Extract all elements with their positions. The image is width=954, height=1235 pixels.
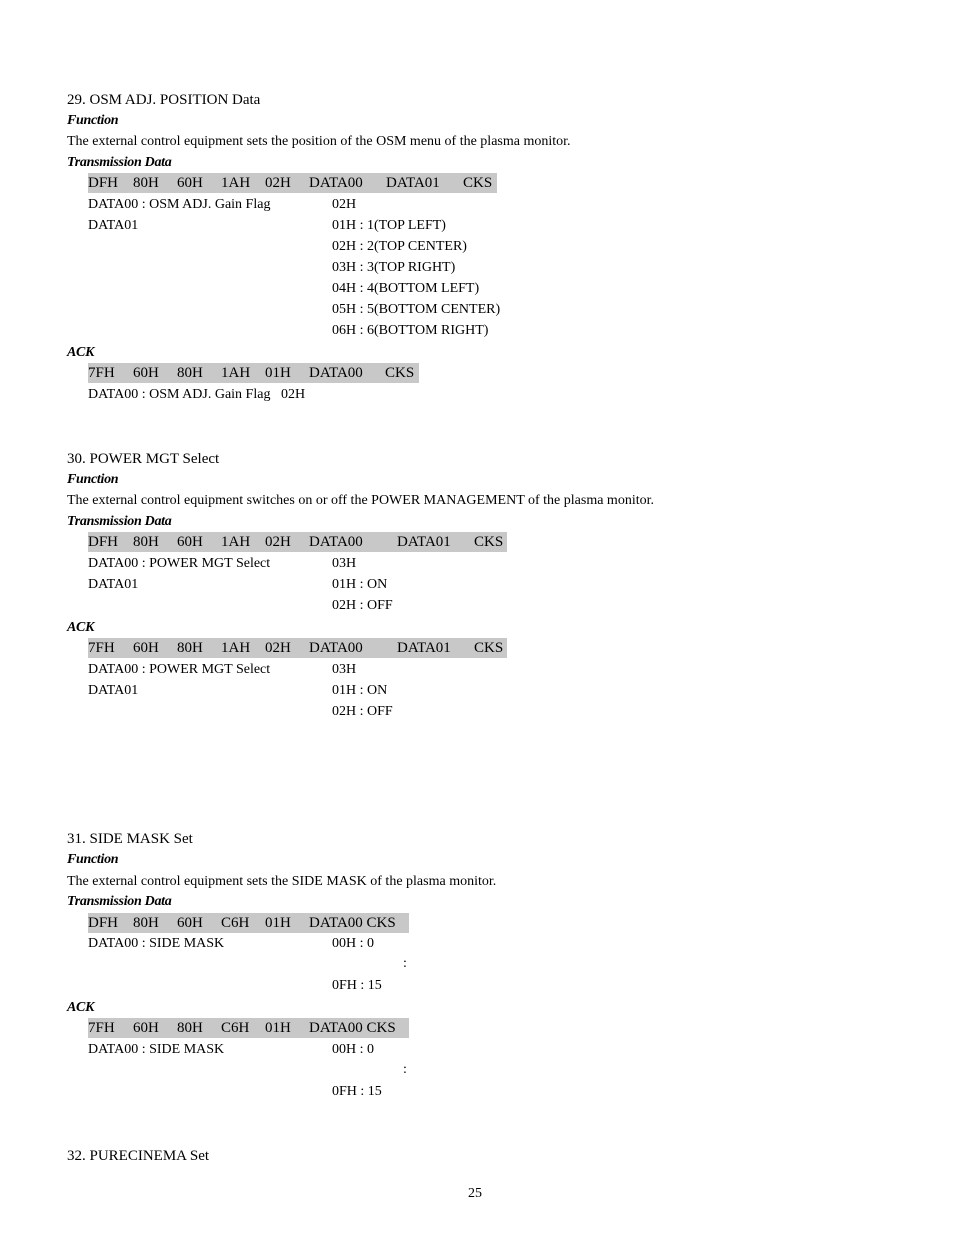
row-name: DATA00 : SIDE MASK: [88, 936, 225, 951]
section-29-transmission-label: Transmission Data: [67, 155, 172, 170]
field: C6H: [221, 1020, 250, 1036]
field: 7FH: [88, 640, 115, 656]
field: 60H: [133, 365, 159, 381]
row-value: 05H : 5(BOTTOM CENTER): [332, 302, 501, 317]
field: 1AH: [221, 534, 251, 550]
row-name: DATA00 : SIDE MASK: [88, 1042, 225, 1057]
section-30-function-text: The external control equipment switches on or off the POWER MANAGEMENT of the plasma monitor.: [67, 493, 654, 508]
row-name: DATA00 : POWER MGT Select: [88, 662, 271, 677]
field: DATA01: [397, 640, 451, 656]
row-value: :: [403, 956, 407, 971]
field: 01H: [265, 1020, 291, 1036]
field: 60H: [133, 1020, 159, 1036]
row-value: 0FH : 15: [332, 978, 382, 993]
row-value: 03H : 3(TOP RIGHT): [332, 260, 456, 275]
section-29-function-label: Function: [67, 113, 119, 128]
section-30-transmission-bar: [88, 532, 507, 552]
field: 60H: [177, 915, 203, 931]
row-value: 03H: [332, 662, 357, 677]
section-29-ack-label: ACK: [67, 345, 95, 360]
field: 1AH: [221, 175, 251, 191]
field: DATA00: [309, 365, 363, 381]
row-value: 00H : 0: [332, 936, 374, 951]
row-name: DATA00 : POWER MGT Select: [88, 556, 271, 571]
row-value: 02H : OFF: [332, 704, 393, 719]
field: 02H: [265, 534, 291, 550]
field: 7FH: [88, 1020, 115, 1036]
section-31-transmission-label: Transmission Data: [67, 894, 172, 909]
row-value: 02H : OFF: [332, 598, 393, 613]
section-31-function-label: Function: [67, 852, 119, 867]
field: 1AH: [221, 640, 251, 656]
section-30-ack-label: ACK: [67, 620, 95, 635]
field: 7FH: [88, 365, 115, 381]
field: 60H: [177, 534, 203, 550]
section-30-ack-bar: [88, 638, 507, 658]
page-number: 25: [468, 1186, 482, 1201]
section-30-title: 30. POWER MGT Select: [67, 451, 220, 467]
field: 60H: [177, 175, 203, 191]
row-value: 02H: [332, 197, 357, 212]
field: 02H: [265, 640, 291, 656]
section-31-ack-label: ACK: [67, 1000, 95, 1015]
row-value: 04H : 4(BOTTOM LEFT): [332, 281, 480, 296]
field: 80H: [133, 534, 159, 550]
row-value: 00H : 0: [332, 1042, 374, 1057]
field: 80H: [177, 1020, 203, 1036]
section-29-function-text: The external control equipment sets the position of the OSM menu of the plasma monitor.: [67, 134, 571, 149]
section-29-ack-bar: [88, 363, 419, 383]
ack-row: DATA00 : OSM ADJ. Gain Flag 02H: [88, 387, 306, 402]
field: 60H: [133, 640, 159, 656]
row-value: 06H : 6(BOTTOM RIGHT): [332, 323, 489, 338]
field: 01H: [265, 365, 291, 381]
row-value: 02H : 2(TOP CENTER): [332, 239, 467, 254]
field: CKS: [474, 640, 504, 656]
field: DATA01: [397, 534, 451, 550]
field: DATA00 CKS: [309, 915, 396, 931]
field: 01H: [265, 915, 291, 931]
field: DATA01: [386, 175, 440, 191]
field: DATA00: [309, 640, 363, 656]
field: 80H: [177, 365, 203, 381]
field: DFH: [88, 534, 119, 550]
row-name: DATA01: [88, 218, 139, 233]
section-29-transmission-bar: [88, 173, 497, 193]
field: DATA00: [309, 175, 363, 191]
section-31-transmission-bar: [88, 913, 409, 933]
row-value: 01H : 1(TOP LEFT): [332, 218, 446, 233]
section-31-ack-bar: [88, 1018, 409, 1038]
row-name: DATA01: [88, 577, 139, 592]
field: DATA00: [309, 534, 363, 550]
section-29-title: 29. OSM ADJ. POSITION Data: [67, 92, 261, 108]
field: 80H: [133, 175, 159, 191]
field: DATA00 CKS: [309, 1020, 396, 1036]
field: C6H: [221, 915, 250, 931]
field: 1AH: [221, 365, 251, 381]
field: CKS: [474, 534, 504, 550]
section-31-function-text: The external control equipment sets the SIDE MASK of the plasma monitor.: [67, 874, 497, 889]
field: CKS: [463, 175, 493, 191]
row-value: 0FH : 15: [332, 1084, 382, 1099]
row-value: 03H: [332, 556, 357, 571]
row-value: 01H : ON: [332, 577, 388, 592]
section-30-transmission-label: Transmission Data: [67, 514, 172, 529]
field: DFH: [88, 915, 119, 931]
row-name: DATA00 : OSM ADJ. Gain Flag: [88, 197, 271, 212]
row-value: :: [403, 1062, 407, 1077]
section-30-function-label: Function: [67, 472, 119, 487]
field: 80H: [177, 640, 203, 656]
section-31-title: 31. SIDE MASK Set: [67, 831, 193, 847]
field: CKS: [385, 365, 415, 381]
row-value: 01H : ON: [332, 683, 388, 698]
field: 80H: [133, 915, 159, 931]
field: 02H: [265, 175, 291, 191]
row-name: DATA01: [88, 683, 139, 698]
section-32-title: 32. PURECINEMA Set: [67, 1148, 210, 1164]
field: DFH: [88, 175, 119, 191]
